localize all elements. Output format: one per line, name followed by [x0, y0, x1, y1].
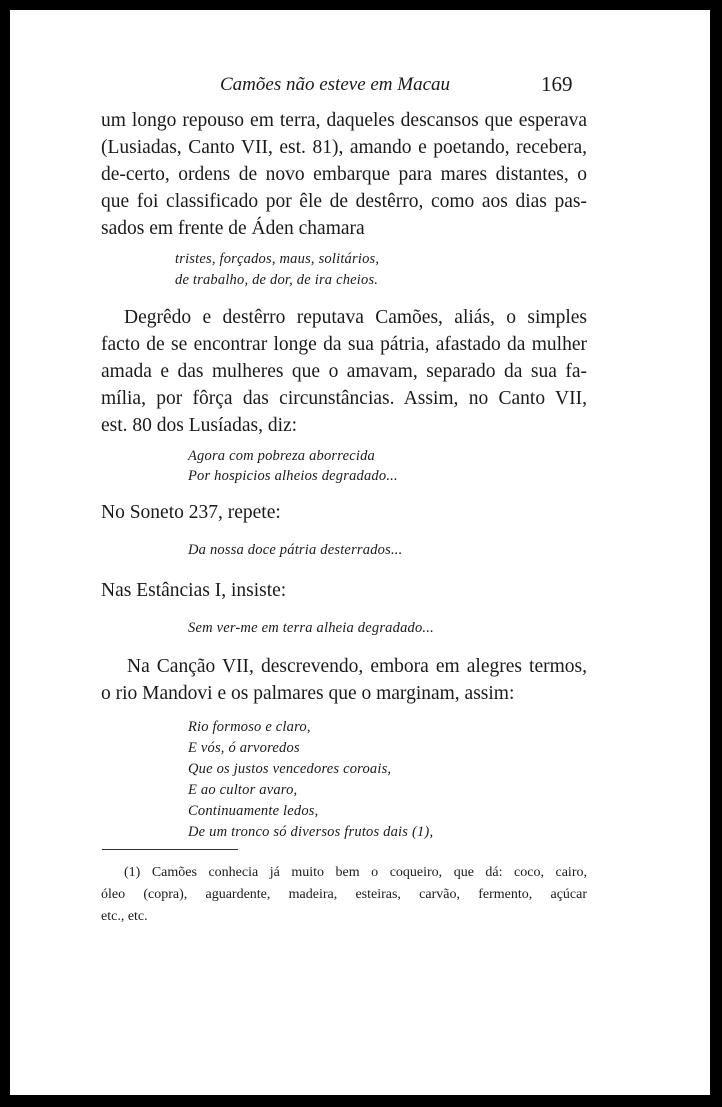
text-line: que foi classificado por êle de destêrro, como aos dias pas- — [101, 191, 587, 212]
book-page — [10, 10, 710, 1095]
text-line: mília, por fôrça das circunstâncias. Assim, no Canto VII, — [101, 388, 587, 409]
verse-line: E vós, ó arvoredos — [188, 740, 300, 756]
footnote-divider — [102, 849, 238, 850]
text-line: Degrêdo e destêrro reputava Camões, aliás, o simples — [124, 307, 587, 328]
verse-line: Sem ver-me em terra alheia degradado... — [188, 620, 434, 636]
verse-line: Da nossa doce pátria desterrados... — [188, 542, 403, 558]
text-line: Nas Estâncias I, insiste: — [101, 580, 287, 601]
text-line: um longo repouso em terra, daqueles descansos que esperava — [101, 110, 587, 131]
verse-line: Rio formoso e claro, — [188, 719, 311, 735]
text-line: sados em frente de Áden chamara — [101, 218, 365, 239]
verse-line: tristes, forçados, maus, solitários, — [175, 251, 380, 267]
text-line: (Lusiadas, Canto VII, est. 81), amando e poetando, recebera, — [101, 137, 587, 158]
verse-line: De um tronco só diversos frutos dais (1), — [188, 824, 434, 840]
text-line: o rio Mandovi e os palmares que o marginam, assim: — [101, 683, 515, 704]
text-line: amada e das mulheres que o amavam, separado da sua fa- — [101, 361, 587, 382]
running-title: Camões não esteve em Macau — [220, 74, 451, 95]
text-line: No Soneto 237, repete: — [101, 502, 281, 523]
verse-line: Agora com pobreza aborrecida — [188, 448, 375, 464]
text-line: Na Canção VII, descrevendo, embora em alegres termos, — [127, 656, 587, 677]
footnote-line: óleo (copra), aguardente, madeira, esteiras, carvão, fermento, açúcar — [101, 887, 587, 902]
footnote-line: etc., etc. — [101, 909, 148, 924]
text-line: est. 80 dos Lusíadas, diz: — [101, 415, 298, 436]
verse-line: Por hospicios alheios degradado... — [188, 468, 398, 484]
page-number: 169 — [541, 72, 573, 96]
verse-line: de trabalho, de dor, de ira cheios. — [175, 272, 379, 288]
text-line: facto de se encontrar longe da sua pátria, afastado da mulher — [101, 334, 587, 355]
footnote-line: (1) Camões conhecia já muito bem o coqueiro, que dá: coco, cairo, — [124, 865, 587, 880]
verse-line: Que os justos vencedores coroais, — [188, 761, 392, 777]
text-line: de-certo, ordens de novo embarque para mares distantes, o — [101, 164, 587, 185]
verse-line: E ao cultor avaro, — [188, 782, 298, 798]
verse-line: Continuamente ledos, — [188, 803, 319, 819]
